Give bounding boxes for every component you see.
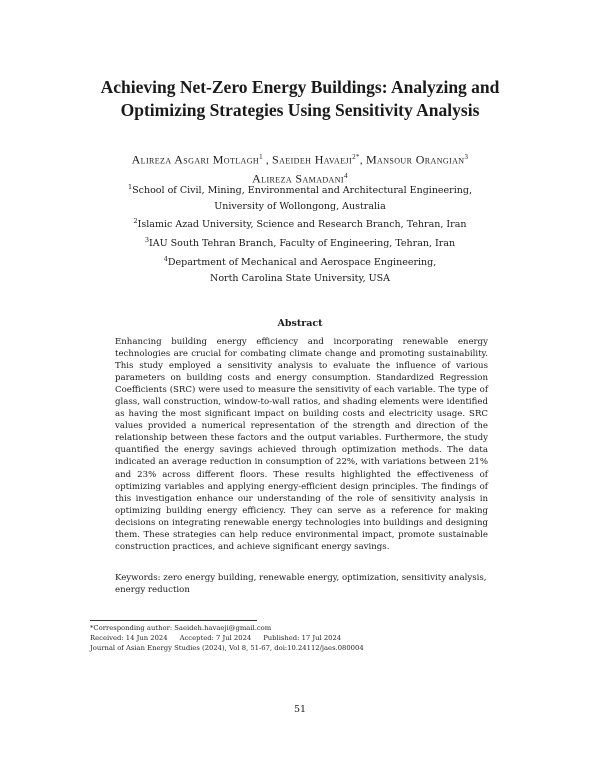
author-name: Alireza Asgari Motlagh xyxy=(131,152,260,167)
author-sup: 3 xyxy=(464,153,469,161)
affiliation-1-cont: University of Wollongong, Australia xyxy=(214,200,386,212)
affiliation-text: Islamic Azad University, Science and Research Branch, Tehran, Iran xyxy=(137,219,467,231)
author-sup: 1 xyxy=(259,153,263,161)
author-sup: 4 xyxy=(343,171,348,180)
affiliation-text: IAU South Tehran Branch, Faculty of Engineering, Tehran, Iran xyxy=(149,238,456,250)
keywords: Keywords: zero energy building, renewable energy, optimization, sensitivity analysis, energy reduction xyxy=(115,573,487,595)
abstract-text: Enhancing building energy efficiency and incorporating renewable energy technologies are crucial for combating climate change and promoting sustainability. This study employed a sensitivity analysis to evaluate the influence of various parameters on building costs and energy consumption. Standardized Regression Coefficients (SRC) were used to measure the sensitivity of each variable. The type of glass, wall construction, window-to-wall ratios, and shading elements were identified as having the most significant impact on building costs and electricity usage. SRC values provided a numerical representation of the strength and direction of the relationship between these factors and the output variables. Furthermore, the study quantified the energy savings achieved through optimization methods. The data indicated an average reduction in consumption of 22%, with variations between 21% and 23% across different floors. These results highlighted the effectiveness of optimizing variables and applying energy-efficient design principles. The findings of this investigation enhance our understanding of the role of sensitivity analysis in optimizing building energy efficiency. They can serve as a reference for making decisions on integrating renewable energy technologies into buildings and designing them. These strategies can help reduce environmental impact, promote sustainable construction practices, and achieve significant energy savings. xyxy=(115,337,488,552)
page-number: 51 xyxy=(293,704,307,715)
affiliation-sup: 1 xyxy=(128,183,133,191)
dates-line xyxy=(90,633,530,643)
journal-citation: Journal of Asian Energy Studies (2024), Vol 8, 51-67, doi:10.24112/jaes.080004 xyxy=(90,644,364,652)
affiliation-text: School of Civil, Mining, Environmental and Architectural Engineering, xyxy=(132,185,472,197)
affiliation-4 xyxy=(60,252,540,271)
abstract-heading: Abstract xyxy=(277,318,323,329)
title-line-2: Optimizing Strategies Using Sensitivity Analysis xyxy=(120,100,480,120)
author-name: Saeideh Havaeji xyxy=(272,152,353,167)
affiliations xyxy=(60,180,540,286)
affiliation-2 xyxy=(60,214,540,233)
accepted-date: Accepted: 7 Jul 2024 xyxy=(179,634,252,642)
footnote-rule xyxy=(90,620,257,621)
author-name: Mansour Orangian xyxy=(365,152,465,167)
author-name: Alireza Samadani xyxy=(252,171,344,185)
footnotes xyxy=(90,623,530,653)
corresponding-author: *Corresponding author: Saeideh.havaeji@gmail.com xyxy=(90,624,272,632)
affiliation-1 xyxy=(60,180,540,199)
title-line-1: Achieving Net-Zero Energy Buildings: Analyzing and xyxy=(100,77,500,97)
author-sup: 2* xyxy=(352,153,360,161)
received-date: Received: 14 Jun 2024 xyxy=(90,634,168,642)
affiliation-3 xyxy=(60,233,540,252)
author-list: Alireza Asgari Motlagh$^1$ , Saeideh Havaeji$^{2*}$, Mansour Orangian$^3$ Alireza Samadani$^4$ xyxy=(131,152,469,185)
affiliation-sup: 4 xyxy=(163,254,168,263)
published-date: Published: 17 Jul 2024 xyxy=(263,634,342,642)
affiliation-sup: 2 xyxy=(133,217,138,226)
affiliation-text: Department of Mechanical and Aerospace Engineering, xyxy=(167,257,437,268)
affiliation-4-cont: North Carolina State University, USA xyxy=(210,272,390,284)
paper-title xyxy=(40,76,560,122)
affiliation-sup: 3 xyxy=(144,236,150,245)
